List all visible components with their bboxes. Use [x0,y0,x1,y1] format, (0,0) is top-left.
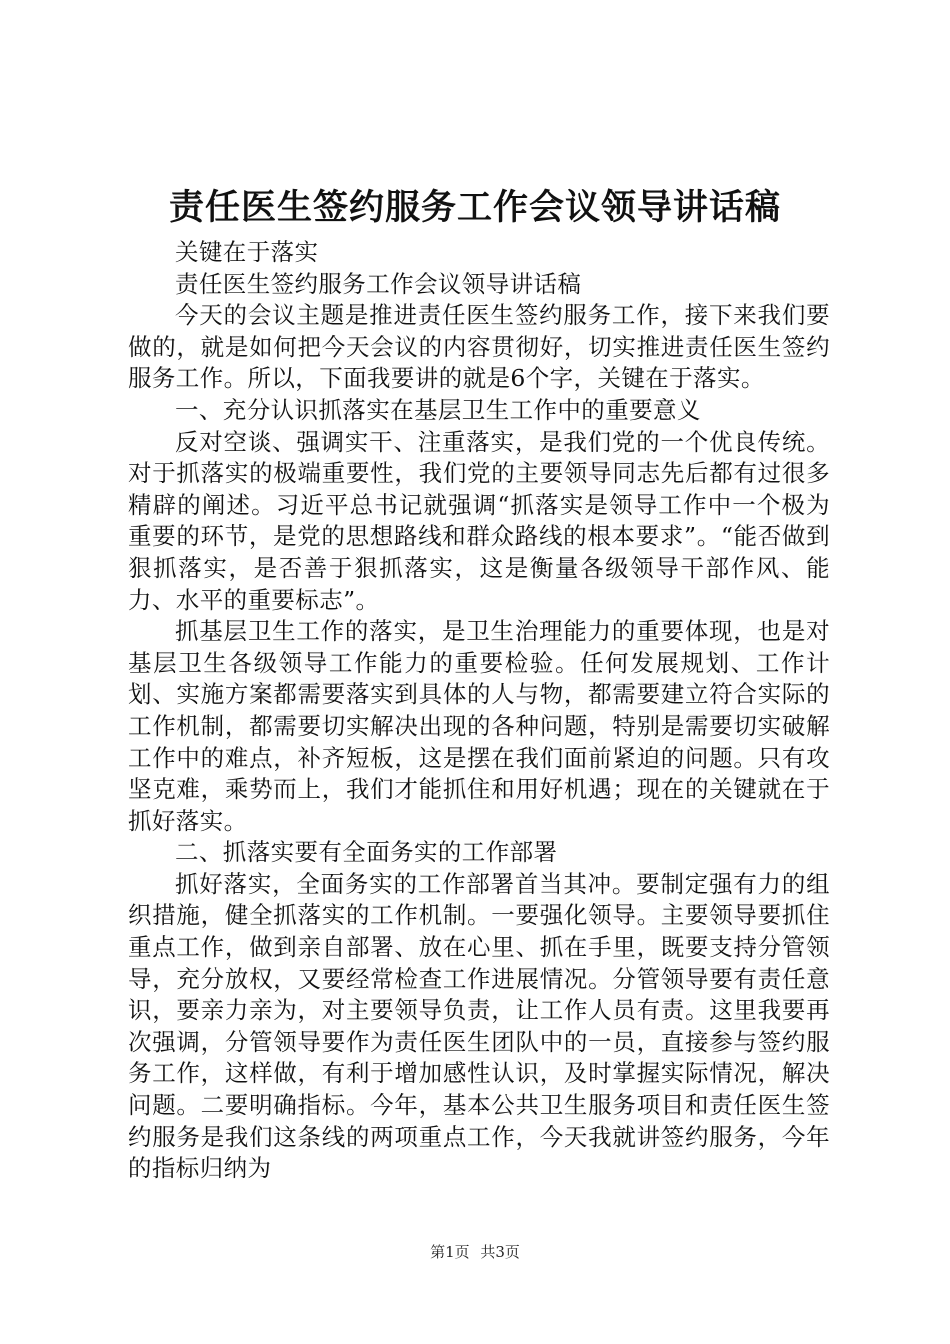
paragraph-intro: 今天的会议主题是推进责任医生签约服务工作，接下来我们要做的，就是如何把今天会议的内容贯彻好，切实推进责任医生签约服务工作。所以，下面我要讲的就是6个字，关键在于落实。 [128,301,830,393]
paragraph-body: 抓基层卫生工作的落实，是卫生治理能力的重要体现，也是对基层卫生各级领导工作能力的重要检验。任何发展规划、工作计划、实施方案都需要落实到具体的人与物，都需要建立符合实际的工作机制，都需要切实解决出现的各种问题，特别是需要切实破解工作中的难点，补齐短板，这是摆在我们面前紧迫的问题。只有攻坚克难，乘势而上，我们才能抓住和用好机遇；现在的关键就在于抓好落实。 [128,617,830,835]
page-number: 第1页 [430,1243,470,1261]
paragraph-repeat-title: 责任医生签约服务工作会议领导讲话稿 [175,269,582,298]
section-heading-1: 一、充分认识抓落实在基层卫生工作中的重要意义 [175,395,701,424]
paragraph-subtitle: 关键在于落实 [175,238,319,266]
paragraph-body: 抓好落实，全面务实的工作部署首当其冲。要制定强有力的组织措施，健全抓落实的工作机制。一要强化领导。主要领导要抓住重点工作，做到亲自部署、放在心里、抓在手里，既要支持分管领导，充分放权，又要经常检查工作进展情况。分管领导要有责任意识，要亲力亲为，对主要领导负责，让工作人员有责。这里我要再次强调，分管领导要作为责任医生团队中的一员，直接参与签约服务工作，这样做，有利于增加感性认识，及时掌握实际情况，解决问题。二要明确指标。今年，基本公共卫生服务项目和责任医生签约服务是我们这条线的两项重点工作，今天我就讲签约服务，今年的指标归纳为 [128,869,830,1183]
section-heading-2: 二、抓落实要有全面务实的工作部署 [175,838,558,867]
document-title: 责任医生签约服务工作会议领导讲话稿 [168,187,781,228]
paragraph-body: 反对空谈、强调实干、注重落实，是我们党的一个优良传统。对于抓落实的极端重要性，我们党的主要领导同志先后都有过很多精辟的阐述。习近平总书记就强调“抓落实是领导工作中一个极为重要的环节，是党的思想路线和群众路线的根本要求”。“能否做到狠抓落实，是否善于狠抓落实，这是衡量各级领导干部作风、能力、水平的重要标志”。 [128,427,830,614]
page-total: 共3页 [480,1243,520,1261]
document-body [128,237,830,1185]
page-footer [0,1242,950,1262]
